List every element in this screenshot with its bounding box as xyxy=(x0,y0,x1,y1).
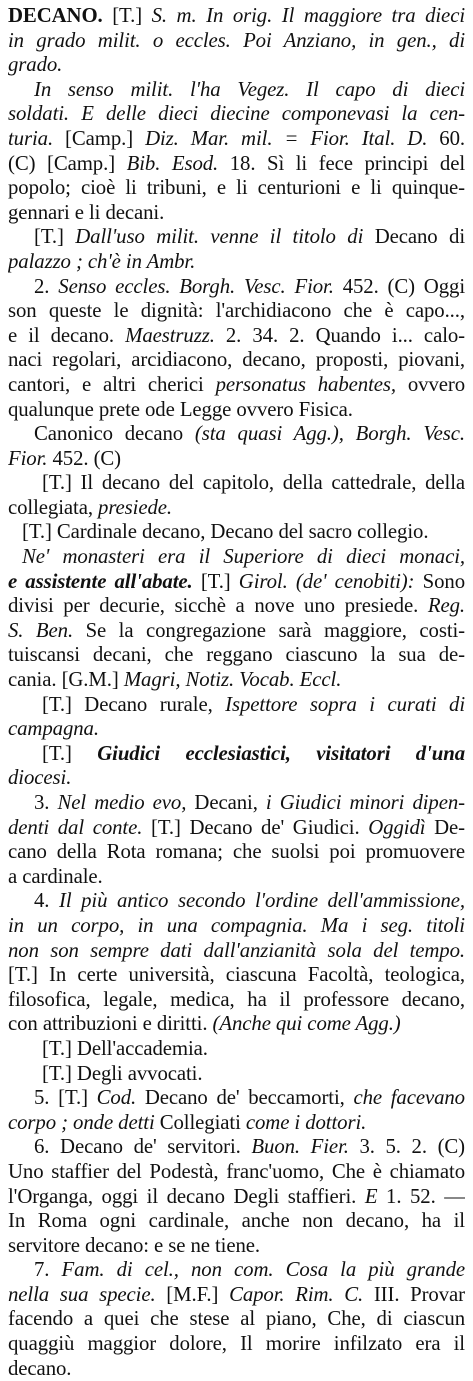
text-line xyxy=(8,496,465,521)
text-line xyxy=(8,520,465,545)
text-line xyxy=(8,914,465,939)
text-line xyxy=(8,963,465,988)
text-line xyxy=(8,447,465,472)
text-run: cantori, e altri cherici xyxy=(8,372,216,396)
text-run: [T.] Il decano del capitolo, della cattedrale, della xyxy=(42,471,465,495)
text-run: In Roma ogni cardinale, anche non decano, ha il xyxy=(8,1209,465,1233)
text-run: Senso eccles. Borgh. Vesc. Fior. xyxy=(58,274,343,298)
text-run: 3. 5. 2. (C) xyxy=(359,1135,465,1159)
text-run: Maestruzz. xyxy=(125,323,226,347)
text-line xyxy=(8,1062,465,1087)
text-run: Reg. xyxy=(427,594,465,618)
text-run: 18. Sì li fece principi del xyxy=(229,151,465,175)
text-line xyxy=(8,1234,465,1259)
text-run: [T.] xyxy=(42,741,98,765)
text-run: E xyxy=(364,1184,387,1208)
text-run: gennari e li decani. xyxy=(8,200,165,224)
text-line xyxy=(8,643,465,668)
text-run: nella sua specie. xyxy=(8,1282,167,1306)
text-line xyxy=(8,988,465,1013)
text-run: palazzo ; xyxy=(8,249,88,273)
text-line xyxy=(8,176,465,201)
text-run: III. Provar xyxy=(373,1282,465,1306)
text-line xyxy=(8,1012,465,1037)
text-line xyxy=(8,373,465,398)
text-run: 6. Decano de' servitori. xyxy=(34,1135,252,1159)
text-run: [Camp.] xyxy=(65,126,146,150)
text-line xyxy=(8,1332,465,1357)
text-run: Il più antico secondo l'ordine dell'ammissione, xyxy=(59,889,465,913)
text-line xyxy=(8,29,465,54)
text-run: ovvero xyxy=(395,372,465,396)
text-line xyxy=(8,1185,465,1210)
text-line xyxy=(8,422,465,447)
text-run: Fior. xyxy=(8,446,53,470)
text-run: De- xyxy=(434,815,465,839)
text-run: [T.] Decano de' Giudici. xyxy=(151,815,369,839)
text-run: Oggidì xyxy=(368,815,435,839)
text-run: S. m. In orig. Il maggiore tra dieci xyxy=(151,4,465,27)
text-run: [T.] Degli avvocati. xyxy=(42,1061,203,1085)
text-run: Magri, Notiz. Vocab. Eccl. xyxy=(123,668,342,692)
text-run: Fam. di cel., non com. Cosa la più grande xyxy=(61,1258,465,1282)
text-line xyxy=(8,693,465,718)
text-line xyxy=(8,53,465,78)
text-run: (C) [Camp.] xyxy=(8,151,127,175)
text-run: e il decano. xyxy=(8,323,126,347)
text-run: soldati. E delle dieci diecine componevasi la cen- xyxy=(8,102,465,126)
text-run: [T.] xyxy=(112,4,152,27)
text-run: ch'è in Ambr. xyxy=(87,249,196,273)
text-run: (sta quasi Agg.), Borgh. Vesc. xyxy=(194,422,465,446)
text-run: Bib. Esod. xyxy=(126,151,230,175)
text-line xyxy=(8,865,465,890)
headword: DECANO. xyxy=(8,4,113,27)
text-run: [T.] In certe università, ciascuna Facoltà, teologica, xyxy=(8,963,465,987)
text-run: denti dal conte. xyxy=(8,815,151,839)
text-line xyxy=(8,1307,465,1332)
text-line xyxy=(8,1086,465,1111)
text-line xyxy=(8,102,465,127)
text-line xyxy=(8,201,465,226)
text-run: Cod. xyxy=(96,1086,145,1110)
text-run: 5. [T.] xyxy=(34,1086,97,1110)
text-run: 60. xyxy=(439,126,465,150)
text-line xyxy=(8,717,465,742)
text-line xyxy=(8,1209,465,1234)
text-run: Canonico decano xyxy=(34,422,195,446)
text-line xyxy=(8,1037,465,1062)
text-run: in un corpo, in una compagnia. Ma i seg. titoli xyxy=(8,913,465,937)
text-line xyxy=(8,299,465,324)
text-run: Capor. Rim. C. xyxy=(229,1282,374,1306)
text-line xyxy=(8,1160,465,1185)
text-run: servitore decano: e se ne tiene. xyxy=(8,1233,261,1257)
text-run: diocesi. xyxy=(8,766,72,790)
text-run: 2. 34. 2. Quando i... calo- xyxy=(225,323,465,347)
text-run: decano. xyxy=(8,1356,72,1380)
text-line xyxy=(8,1258,465,1283)
text-run: 1. 52. — xyxy=(386,1184,465,1208)
text-run: Decani, xyxy=(194,791,266,814)
text-run: Buon. Fier. xyxy=(251,1135,360,1159)
text-line xyxy=(8,348,465,373)
text-run: Decano de' beccamorti, xyxy=(144,1086,354,1110)
text-run: Nel medio evo, xyxy=(57,791,195,814)
text-run: turia. xyxy=(8,126,66,150)
text-run: 7. xyxy=(34,1258,62,1282)
text-run: popolo; cioè li tribuni, e li centurioni e li quinque- xyxy=(8,176,465,200)
text-line xyxy=(8,127,465,152)
text-run: campagna. xyxy=(8,717,99,741)
text-run: quaggiù maggior dolore, Il morire infilzato era il xyxy=(8,1332,465,1356)
text-run: Uno staffier del Podestà, franc'uomo, Che è chiamato xyxy=(8,1159,465,1183)
text-run: grado. xyxy=(8,53,63,77)
text-run: (Anche qui come Agg.) xyxy=(212,1012,401,1036)
text-run: e assistente all'abate. xyxy=(8,569,201,593)
text-run: [M.F.] xyxy=(166,1282,230,1306)
text-run: [T.] Cardinale decano, Decano del sacro collegio. xyxy=(22,520,429,544)
text-line xyxy=(8,668,465,693)
text-run: 2. xyxy=(34,274,59,298)
text-run: cano della Rota romana; che suolsi poi promuovere xyxy=(8,840,465,864)
text-run: Se la congregazione sarà maggiore, costi- xyxy=(85,618,465,642)
text-run: presiede. xyxy=(98,495,173,519)
text-line xyxy=(8,570,465,595)
text-run: Dall'uso milit. venne il titolo di xyxy=(75,225,375,249)
text-run: son queste le dignità: l'archidiacono che è capo..., xyxy=(8,299,465,323)
text-run: come i dottori. xyxy=(245,1110,367,1134)
text-line xyxy=(8,816,465,841)
text-run: Ne' monasteri era il Superiore di dieci monaci, xyxy=(22,545,465,569)
text-line xyxy=(8,1283,465,1308)
text-run: non son sempre dati dall'anzianità sola del tempo. xyxy=(8,938,465,962)
text-run: Girol. (de' cenobiti): xyxy=(238,569,423,593)
text-run: a cardinale. xyxy=(8,864,103,888)
text-run: che facevano xyxy=(353,1086,465,1110)
text-run: Ispettore sopra i curati di xyxy=(225,692,465,716)
text-line xyxy=(8,275,465,300)
text-run: Collegiati xyxy=(159,1110,246,1134)
text-line xyxy=(8,4,465,29)
text-run: 4. xyxy=(34,889,59,913)
text-run: tuiscansi decani, che reggano ciascuno la sua de- xyxy=(8,643,465,667)
text-line xyxy=(8,471,465,496)
text-run: Decano di xyxy=(374,225,465,249)
text-run: naci regolari, arcidiacono, decano, proposti, piovani, xyxy=(8,348,465,372)
text-run: in grado milit. o eccles. Poi Anziano, in gen., di xyxy=(8,28,465,52)
text-run: divisi per decurie, sicchè a nove uno presiede. xyxy=(8,594,428,618)
text-line xyxy=(8,545,465,570)
text-line xyxy=(8,889,465,914)
text-line xyxy=(8,250,465,275)
text-line xyxy=(8,225,465,250)
text-run: facendo a quei che stese al piano, Che, di ciascun xyxy=(8,1307,465,1331)
text-line xyxy=(8,939,465,964)
text-line xyxy=(8,324,465,349)
dictionary-entry-decano xyxy=(8,4,465,1381)
text-run: con attribuzioni e diritti. xyxy=(8,1012,213,1036)
text-run: 452. (C) Oggi xyxy=(342,274,465,298)
text-line xyxy=(8,398,465,423)
text-run: cania. [G.M.] xyxy=(8,668,124,692)
text-line xyxy=(8,594,465,619)
text-run: [T.] xyxy=(34,225,76,249)
text-line xyxy=(8,766,465,791)
text-line xyxy=(8,1357,465,1381)
text-line xyxy=(8,152,465,177)
text-run: [T.] xyxy=(200,569,239,593)
text-line xyxy=(8,1111,465,1136)
text-line xyxy=(8,1135,465,1160)
text-run: personatus habentes, xyxy=(215,372,396,396)
text-line xyxy=(8,78,465,103)
text-line xyxy=(8,791,465,816)
text-run: S. Ben. xyxy=(8,618,86,642)
text-run: In senso milit. l'ha Vegez. Il capo di dieci xyxy=(34,77,465,101)
text-run: qualunque prete ode Legge ovvero Fisica. xyxy=(8,397,353,421)
text-line xyxy=(8,742,465,767)
text-run: [T.] Dell'accademia. xyxy=(42,1036,208,1060)
text-run: i Giudici minori dipen- xyxy=(265,791,465,814)
text-run: l'Organga, oggi il decano Degli staffieri. xyxy=(8,1184,365,1208)
text-run: 452. (C) xyxy=(52,446,121,470)
text-run: [T.] Decano rurale, xyxy=(42,692,226,716)
text-run: filosofica, legale, medica, ha il professore decano, xyxy=(8,987,465,1011)
text-run: collegiata, xyxy=(8,495,99,519)
text-run: 3. xyxy=(34,791,58,814)
text-line xyxy=(8,840,465,865)
text-run: corpo ; onde detti xyxy=(8,1110,160,1134)
text-run: Diz. Mar. mil. = Fior. Ital. D. xyxy=(145,126,440,150)
text-line xyxy=(8,619,465,644)
text-run: Sono xyxy=(422,569,465,593)
text-run: Giudici ecclesiastici, visitatori d'una xyxy=(97,741,465,765)
